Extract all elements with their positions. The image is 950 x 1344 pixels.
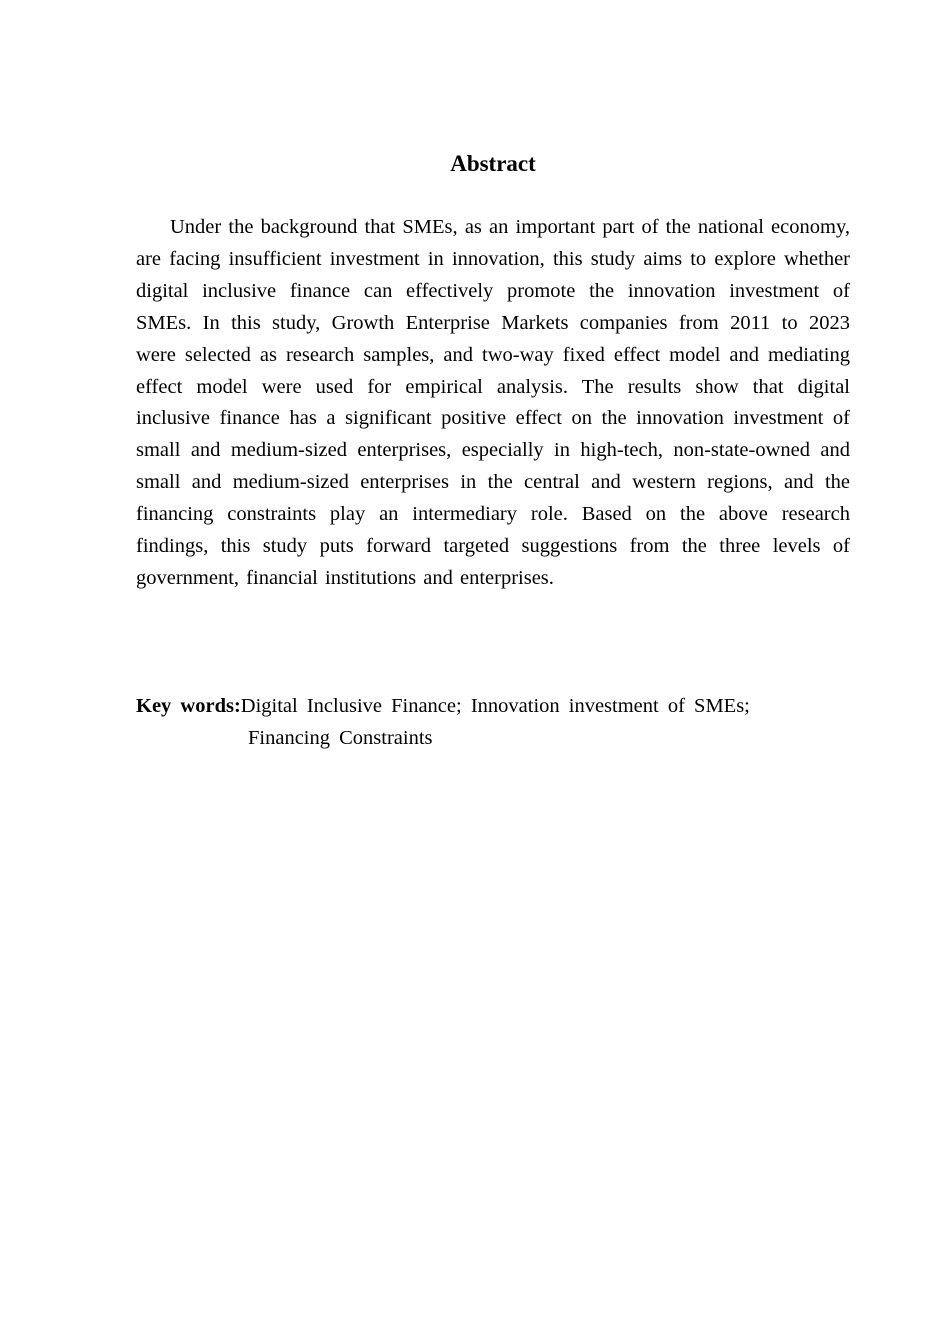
keywords-section <box>136 690 826 754</box>
keywords-text: Digital Inclusive Finance; Innovation investment of SMEs; Financing Constraints <box>240 695 750 749</box>
abstract-title: Abstract <box>450 151 536 176</box>
abstract-body: Under the background that SMEs, as an important part of the national economy, are facing insufficient investment in innovation, this study aims to explore whether digital inclusive finance can effectively promote the innovation investment of SMEs. In this study, Growth Enterprise Markets companies from 2011 to 2023 were selected as research samples, and two-way fixed effect model and mediating effect model were used for empirical analysis. The results show that digital inclusive finance has a significant positive effect on the innovation investment of small and medium-sized enterprises, especially in high-tech, non-state-owned and small and medium-sized enterprises in the central and western regions, and the financing constraints play an intermediary role. Based on the above research findings, this study puts forward targeted suggestions from the three levels of government, financial institutions and enterprises. <box>136 216 850 589</box>
keywords-label: Key words: <box>136 695 241 717</box>
